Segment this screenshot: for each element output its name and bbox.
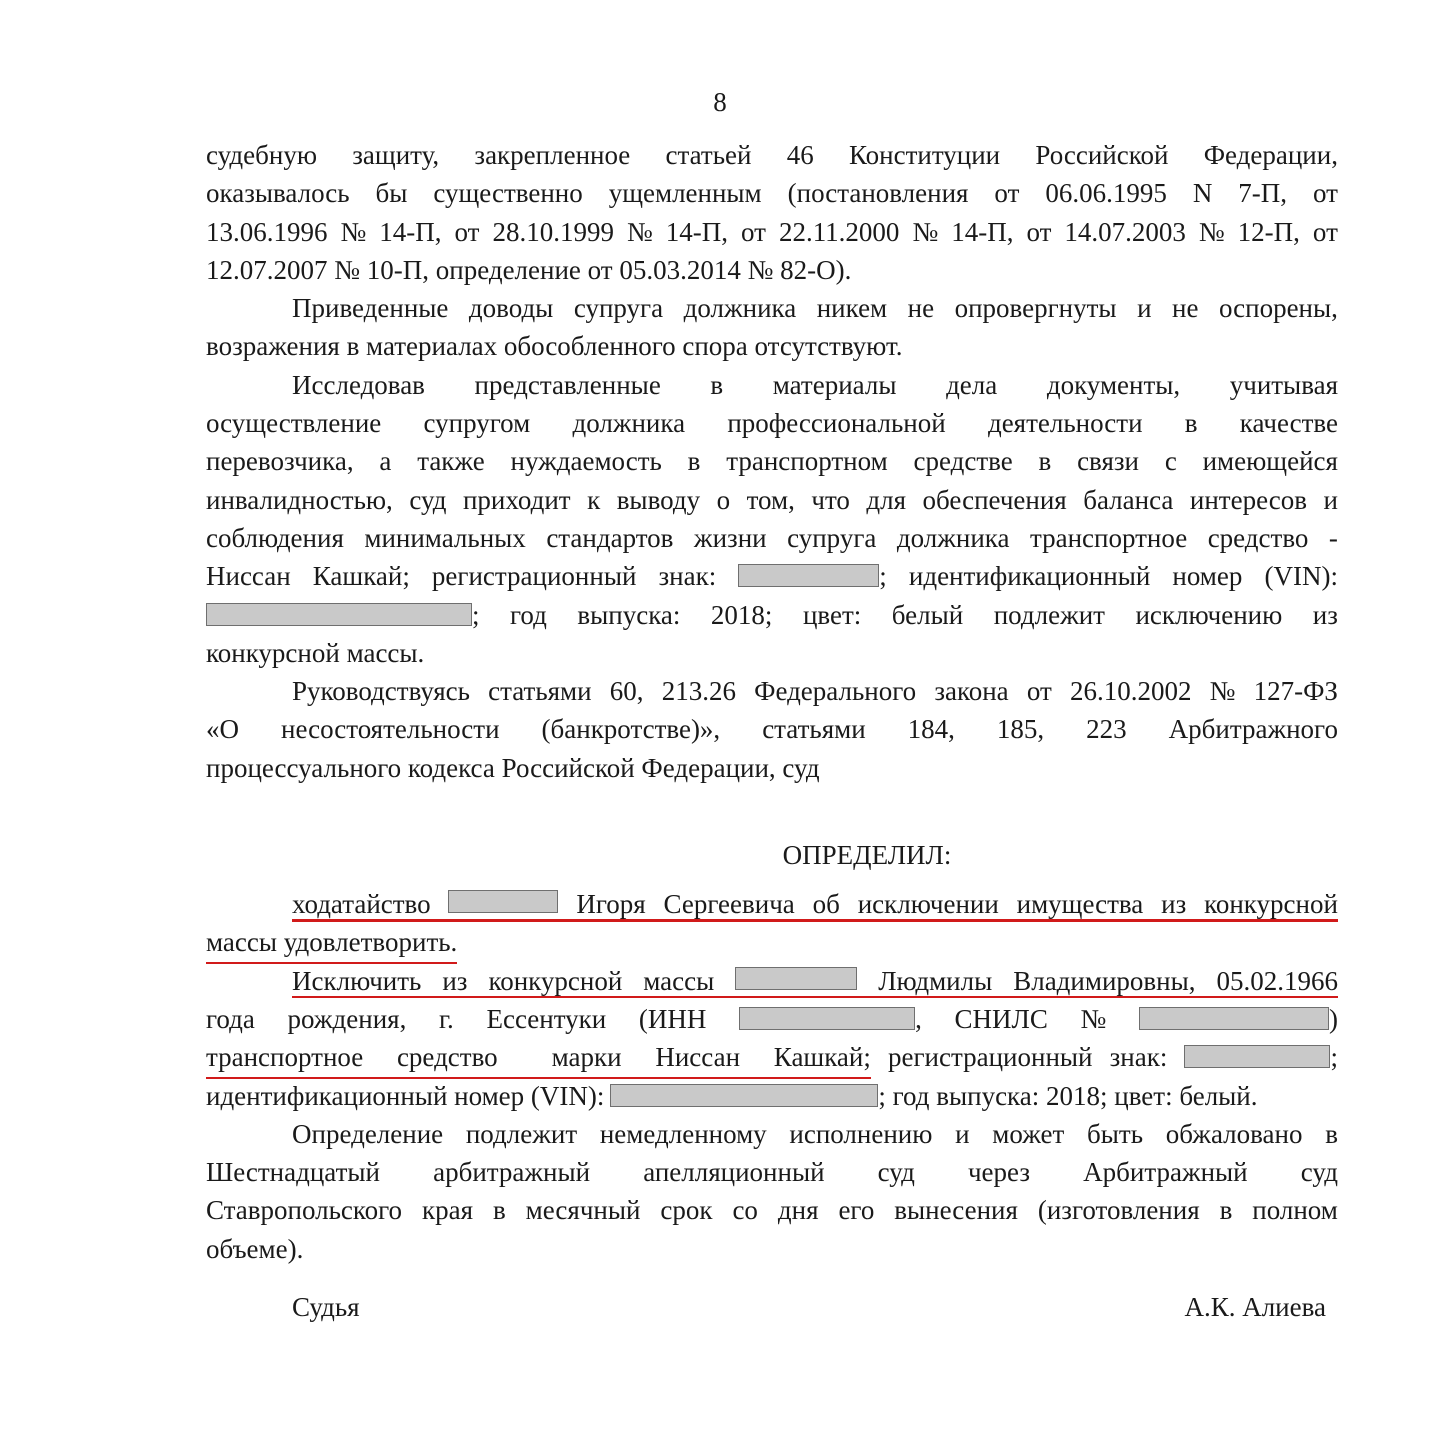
word: суд (409, 484, 447, 515)
word: Руководствуясь (292, 676, 470, 707)
page-number: 8 (713, 87, 727, 117)
word: 22.11.2000 (778, 216, 900, 247)
text-span: марки (551, 1042, 622, 1073)
word: что (811, 484, 850, 515)
redaction-box (738, 564, 879, 587)
redaction-box (206, 603, 472, 626)
text-span: 12.07.2007 № 10-П, определение от 05.03.2014 № 82-О). (206, 254, 852, 285)
redaction-box (1184, 1045, 1330, 1068)
word: в (1038, 446, 1052, 477)
word: не (1172, 293, 1199, 324)
redacted-field (738, 557, 887, 595)
word: 13.06.1996 (206, 216, 328, 247)
word: 46 (786, 140, 814, 170)
word: Шестнадцатый (206, 1157, 380, 1188)
word: (постановления (787, 178, 969, 209)
text-span: конкурсной (488, 965, 623, 996)
text-span: регистрационный (888, 1042, 1093, 1073)
word: должника (683, 293, 797, 324)
word: суд (1300, 1157, 1338, 1188)
text-line (206, 404, 1338, 442)
word: от (1026, 676, 1052, 707)
text-span: 2018; (710, 599, 773, 630)
word: соблюдения (206, 522, 344, 553)
word: в (1184, 408, 1198, 439)
redaction-box (739, 1007, 915, 1030)
text-line (206, 366, 1338, 404)
text-span: года (206, 1003, 255, 1034)
text-span: из (442, 965, 468, 996)
text-span: номер (1172, 561, 1243, 592)
word: бы (375, 178, 408, 209)
word: не (907, 293, 935, 324)
word: качестве (1239, 408, 1338, 439)
text-span: подлежит (993, 599, 1105, 630)
word: его (838, 1195, 875, 1226)
word: доводы (468, 293, 554, 324)
word: и (1323, 484, 1338, 515)
word: осуществление (206, 408, 382, 439)
text-span: 05.02.1966 (1216, 965, 1338, 996)
text-line (206, 289, 1338, 327)
word: 12-П, (1237, 216, 1300, 247)
text-line (206, 1230, 1338, 1268)
text-span: Владимировны, (1013, 965, 1196, 996)
text-span: из (1161, 889, 1187, 920)
word: Конституции (848, 140, 1001, 170)
judge-title: Судья (292, 1292, 360, 1322)
word: срок (660, 1195, 713, 1226)
word: о (716, 484, 731, 515)
word: 14.07.2003 (1064, 216, 1186, 247)
word: том, (746, 484, 795, 515)
text-span: ) (1329, 1003, 1338, 1034)
word: нуждаемость (510, 446, 662, 477)
text-span: ; (1330, 1042, 1338, 1073)
word: Исследовав (292, 369, 425, 400)
word: в (492, 1195, 506, 1226)
text-span: возражения в материалах обособленного спора отсутствуют. (206, 331, 903, 362)
word: никем (816, 293, 888, 324)
text-line (206, 1153, 1338, 1191)
text-line (206, 557, 1338, 595)
text-line (206, 885, 1338, 923)
word: закона (934, 676, 1009, 707)
word: 185, (996, 714, 1045, 745)
word: в (1219, 1195, 1233, 1226)
text-line (206, 710, 1338, 748)
word: должника (896, 522, 1010, 553)
word: и (1137, 293, 1152, 324)
text-span: ; год выпуска: 2018; цвет: белый. (878, 1080, 1258, 1111)
word: имеющейся (1202, 446, 1338, 477)
word: оказывалось (206, 178, 350, 209)
word: средство (1207, 522, 1309, 553)
word: 127-ФЗ (1253, 676, 1338, 707)
word: обеспечения (922, 484, 1067, 515)
word: со (732, 1195, 758, 1226)
word: через (967, 1157, 1031, 1188)
redacted-field (206, 596, 480, 634)
text-line (206, 442, 1338, 480)
word: Федерального (754, 676, 917, 707)
text-line (206, 672, 1338, 710)
redaction-box (735, 967, 857, 990)
word: стандартов (546, 522, 674, 553)
word: от (1312, 216, 1338, 247)
text-span: Людмилы (878, 965, 993, 996)
word: может (992, 1118, 1065, 1149)
text-span: ; (472, 599, 480, 630)
text-line (206, 1038, 1338, 1076)
word: существенно (433, 178, 583, 209)
word: апелляционный (643, 1157, 825, 1188)
text-span: объеме). (206, 1233, 304, 1264)
word: минимальных (364, 522, 526, 553)
word: № (1209, 676, 1236, 707)
text-span: Кашкай; (773, 1042, 871, 1073)
word: от (740, 216, 766, 247)
text-span: Ниссан (206, 561, 291, 592)
text-span: Игоря (576, 889, 646, 920)
word: суд (877, 1157, 915, 1188)
red-underline (292, 996, 1338, 999)
text-span: из (1312, 599, 1338, 630)
text-span: об (812, 889, 840, 920)
word: № (340, 216, 367, 247)
word: профессиональной (727, 408, 946, 439)
word: 14-П, (951, 216, 1014, 247)
word: представленные (474, 369, 661, 400)
word: 7-П, (1238, 178, 1288, 209)
word: также (417, 446, 485, 477)
text-span: регистрационный (431, 561, 637, 592)
word: материалы (772, 369, 897, 400)
word: - (1328, 522, 1338, 553)
redacted-field (1184, 1038, 1338, 1076)
text-span: транспортное (206, 1042, 364, 1073)
word: учитывая (1229, 369, 1338, 400)
spacer (206, 787, 1338, 825)
word: документы, (1046, 369, 1181, 400)
word: дела (946, 369, 998, 400)
text-span: СНИЛС (954, 1003, 1048, 1034)
text-span: Сергеевича (663, 889, 795, 920)
word: подлежит (465, 1118, 578, 1149)
text-span: исключению (1135, 599, 1283, 630)
word: инвалидностью, (206, 484, 393, 515)
text-span: рождения, (287, 1003, 407, 1034)
judge-name: А.К. Алиева (1184, 1292, 1326, 1322)
text-span: массы (643, 965, 715, 996)
text-line (206, 251, 1338, 289)
redacted-field (610, 1077, 1257, 1115)
text-span: имущества (1016, 889, 1144, 920)
text-line (206, 634, 1338, 672)
word: судебную (206, 140, 318, 170)
word: баланса (1083, 484, 1174, 515)
word: в (710, 369, 724, 400)
text-span: Исключить (292, 965, 422, 996)
text-span: выпуска: (577, 599, 681, 630)
word: для (866, 484, 907, 515)
word: от (1026, 216, 1052, 247)
text-span: , (915, 1003, 922, 1034)
text-line (206, 1191, 1338, 1229)
word: исполнению (789, 1118, 933, 1149)
word: 26.10.2002 (1069, 676, 1192, 707)
text-line (206, 327, 1338, 365)
text-span: конкурсной (1204, 889, 1338, 920)
text-line (206, 1077, 1338, 1115)
word: края (421, 1195, 474, 1226)
ruling-heading: ОПРЕДЕЛИЛ: (782, 840, 952, 871)
word: приходит (462, 484, 571, 515)
word: к (587, 484, 601, 515)
word: № (912, 216, 939, 247)
text-span: г. (439, 1003, 454, 1034)
underlined-text: массы удовлетворить. (206, 923, 457, 964)
word: транспортное (1029, 522, 1188, 553)
word: ущемленным (608, 178, 762, 209)
word: жизни (693, 522, 767, 553)
word: деятельности (987, 408, 1143, 439)
word: 184, (907, 714, 955, 745)
redacted-field (739, 1000, 922, 1038)
word: (банкротстве)», (541, 714, 721, 745)
word: в (1325, 1118, 1338, 1149)
text-line (206, 596, 1338, 634)
word: месячный (525, 1195, 641, 1226)
text-span: исключении (857, 889, 999, 920)
underlined-text (206, 1038, 871, 1079)
text-span: идентификационный номер (VIN): (206, 1080, 605, 1111)
word: интересов (1189, 484, 1307, 515)
word: арбитражный (433, 1157, 591, 1188)
word: быть (1087, 1118, 1144, 1149)
text-span: ходатайство (292, 889, 431, 920)
text-span: год (510, 599, 547, 630)
word: от (1313, 178, 1338, 209)
word: от (994, 178, 1020, 209)
text-line (206, 213, 1338, 251)
text-line (206, 519, 1338, 557)
text-span: (VIN): (1264, 561, 1338, 592)
word: обжаловано (1165, 1118, 1303, 1149)
word: вынесения (894, 1195, 1018, 1226)
word: несостоятельности (281, 714, 500, 745)
word: 60, (609, 676, 644, 707)
word: опровергнуты (954, 293, 1117, 324)
word: супруга (573, 293, 664, 324)
text-span: Кашкай; (312, 561, 410, 592)
word: супругом (423, 408, 531, 439)
word: 223 (1086, 714, 1127, 745)
word: должника (572, 408, 686, 439)
word: транспортном (726, 446, 888, 477)
text-span: цвет: (802, 599, 862, 630)
redaction-box (1139, 1007, 1329, 1030)
text-line (206, 481, 1338, 519)
text-span: ; (879, 561, 887, 592)
text-line (206, 962, 1338, 1000)
word: выводу (616, 484, 701, 515)
redaction-box (610, 1084, 878, 1107)
word: Ставропольского (206, 1195, 403, 1226)
word: супруга (787, 522, 877, 553)
text-line (206, 1115, 1338, 1153)
word: Определение (292, 1118, 444, 1149)
word: средстве (913, 446, 1013, 477)
red-underline (292, 919, 1338, 922)
text-line (206, 174, 1338, 212)
text-span: Ниссан (655, 1042, 741, 1073)
text-line (206, 1000, 1338, 1038)
document-body (206, 136, 1338, 1268)
word: а (379, 446, 392, 477)
word: и (955, 1118, 970, 1149)
redacted-field (1139, 1000, 1338, 1038)
word: 14-П, (379, 216, 442, 247)
word: немедленному (599, 1118, 767, 1149)
word: статьями (762, 714, 866, 745)
word: Арбитражный (1083, 1157, 1248, 1188)
word: «О (206, 714, 239, 745)
text-span: белый (891, 599, 964, 630)
text-span: знак: (1109, 1042, 1168, 1073)
word: N (1192, 178, 1213, 209)
text-span: идентификационный (908, 561, 1151, 592)
text-span: № (1080, 1003, 1107, 1034)
word: защиту, (352, 140, 440, 170)
word: связи (1077, 446, 1139, 477)
text-line (206, 749, 1338, 787)
word: закрепленное (474, 140, 631, 170)
word: Приведенные (292, 293, 449, 324)
text-span: процессуального кодекса Российской Федерации, суд (206, 752, 820, 783)
text-span: (ИНН (638, 1003, 707, 1034)
word: Арбитражного (1168, 714, 1338, 745)
word: Федерации, (1203, 140, 1338, 170)
redaction-box (448, 890, 558, 913)
word: 28.10.1999 (492, 216, 614, 247)
word: Российской (1035, 140, 1169, 170)
word: оспорены, (1218, 293, 1338, 324)
word: в (687, 446, 701, 477)
word: статьями (488, 676, 592, 707)
word: перевозчика, (206, 446, 354, 477)
word: 06.06.1995 (1045, 178, 1167, 209)
text-span: Ессентуки (486, 1003, 607, 1034)
word: статьей (665, 140, 752, 170)
word: № (626, 216, 653, 247)
word: дня (777, 1195, 819, 1226)
word: от (454, 216, 480, 247)
word: 213.26 (661, 676, 736, 707)
word: с (1164, 446, 1177, 477)
word: полном (1252, 1195, 1338, 1226)
word: 14-П, (665, 216, 728, 247)
text-span: конкурсной массы. (206, 637, 425, 668)
text-span: знак: (658, 561, 717, 592)
text-line (206, 136, 1338, 174)
word: (изготовления (1037, 1195, 1200, 1226)
text-span: средство (396, 1042, 498, 1073)
text-line (206, 923, 1338, 961)
word: № (1198, 216, 1225, 247)
